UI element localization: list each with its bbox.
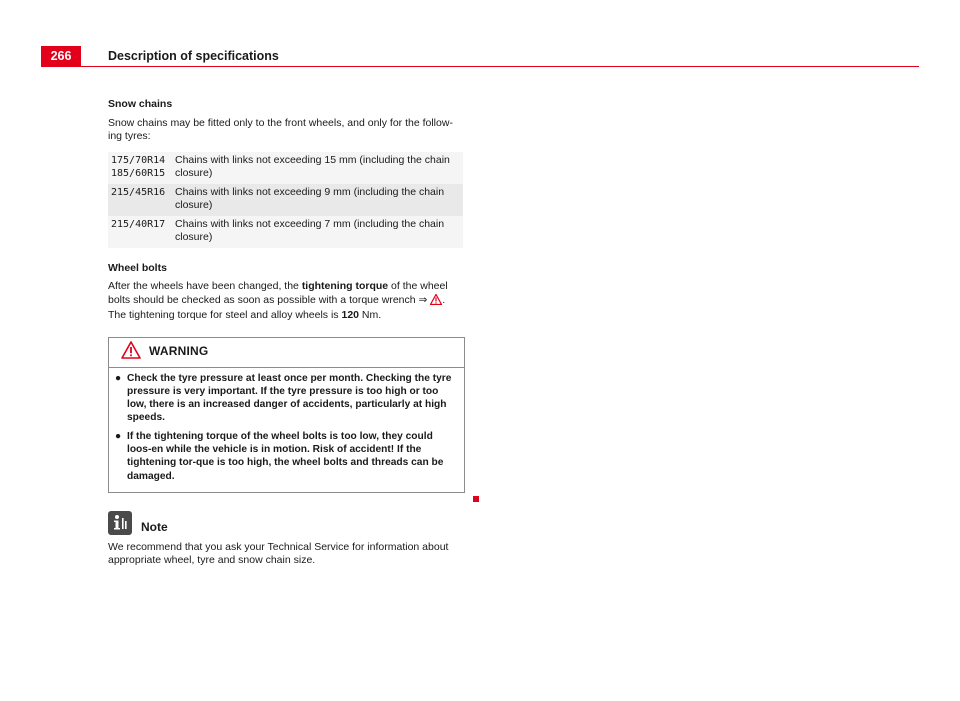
table-row xyxy=(108,152,463,184)
warning-body xyxy=(109,368,464,492)
tyre-size: 215/40R17 xyxy=(111,218,166,230)
warning-box xyxy=(108,337,465,493)
tightening-torque-term: tightening torque xyxy=(301,280,389,292)
warning-item-text: Check the tyre pressure at least once per month. Checking the tyre pressure is very important. If the tyre pressure is too high or too low, there is an increased danger of accidents, particularly at high speeds. xyxy=(127,372,452,424)
warning-item-text: If the tightening torque of the wheel bolts is too low, they could loos-en while the vehicle is in motion. Risk of accident! If the tightening tor-que is too high, the wheel bolts and threads can be damaged. xyxy=(127,430,444,482)
wheel-bolts-text-middle: of the wheel bolts should be checked as soon as possible with a torque wrench ⇒ xyxy=(108,280,448,306)
chain-spec: Chains with links not exceeding 9 mm (including the chain closure) xyxy=(175,185,445,211)
note-section xyxy=(108,509,465,568)
warning-reference-icon[interactable] xyxy=(430,294,442,310)
note-header xyxy=(108,509,465,535)
warning-item xyxy=(115,372,458,425)
warning-triangle-icon xyxy=(121,341,141,364)
warning-title: WARNING xyxy=(149,344,209,359)
tyre-size-cell xyxy=(108,184,172,216)
wheel-bolts-text xyxy=(108,280,465,323)
page-number: 266 xyxy=(41,46,81,66)
table-row xyxy=(108,216,463,248)
warning-item xyxy=(115,430,458,483)
tyre-size: 175/70R14 xyxy=(111,154,166,166)
wheel-bolts-heading: Wheel bolts xyxy=(108,261,167,274)
wheel-bolts-text-end: . xyxy=(442,293,446,306)
snow-chains-heading: Snow chains xyxy=(108,98,173,110)
tyre-size: 185/60R15 xyxy=(111,168,166,179)
warning-header xyxy=(109,338,464,368)
note-title: Note xyxy=(141,520,168,535)
content-column xyxy=(108,98,465,576)
bullet: ● xyxy=(115,430,122,442)
snow-chains-table xyxy=(108,152,463,248)
snow-chains-intro: Snow chains may be fitted only to the front wheels, and only for the follow-ing tyres: xyxy=(108,116,453,142)
chain-spec: Chains with links not exceeding 15 mm (including the chain closure) xyxy=(175,153,450,179)
torque-value: 120 xyxy=(341,309,360,321)
header-divider xyxy=(41,66,919,67)
info-icon xyxy=(108,511,132,535)
bullet: ● xyxy=(115,372,122,384)
tyre-size-cell xyxy=(108,152,172,184)
section-end-marker xyxy=(473,496,479,502)
chain-spec: Chains with links not exceeding 7 mm (including the chain closure) xyxy=(175,217,445,243)
torque-unit: Nm. xyxy=(359,309,382,321)
page-title: Description of specifications xyxy=(108,49,279,63)
torque-text: The tightening torque for steel and alloy wheels is xyxy=(108,309,342,321)
tyre-size-cell xyxy=(108,216,172,248)
table-row xyxy=(108,184,463,216)
tyre-size: 215/45R16 xyxy=(111,186,166,198)
note-text: We recommend that you ask your Technical Service for information about appropriate wheel, tyre and snow chain size. xyxy=(108,540,449,567)
wheel-bolts-text-start: After the wheels have been changed, the xyxy=(108,280,302,292)
page-header xyxy=(41,46,919,67)
